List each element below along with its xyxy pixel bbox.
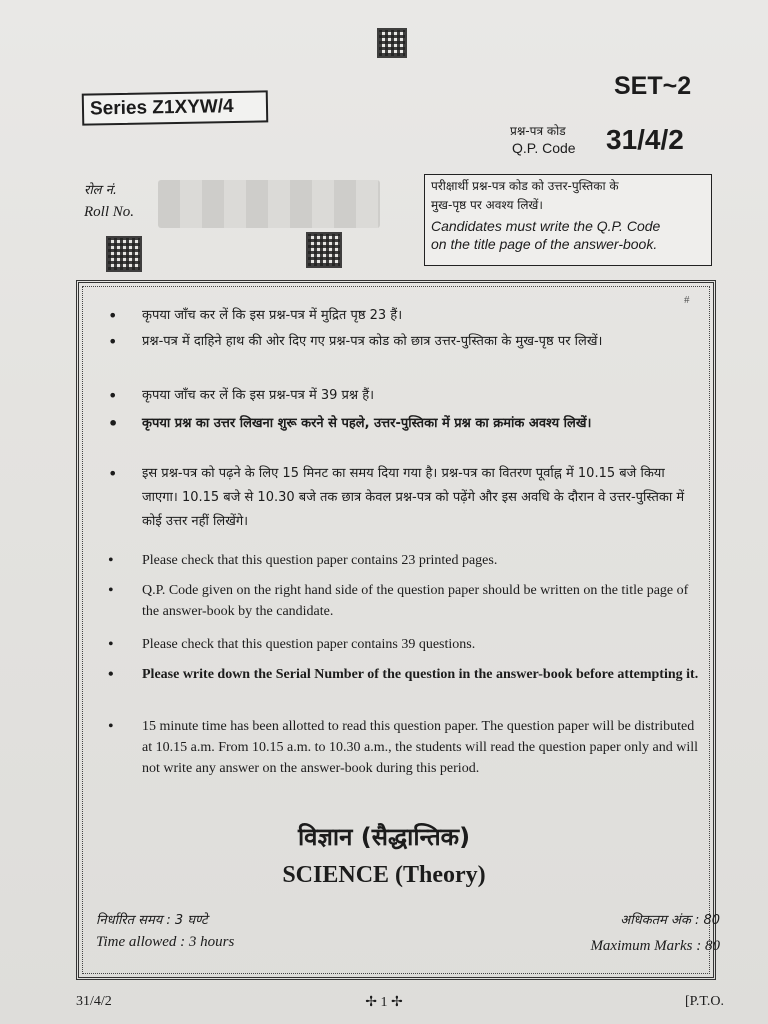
bullet: • <box>108 552 114 569</box>
bullet: • <box>108 414 119 433</box>
notice-hindi-line-2: मुख-पृष्ठ पर अवश्य लिखें। <box>431 198 543 212</box>
set-label: SET~2 <box>614 72 692 100</box>
instruction-hindi-5: • इस प्रश्न-पत्र को पढ़ने के लिए 15 मिनट का समय दिया गया है। प्रश्न-पत्र का वितरण पूर्वाह्न में 10.15 बजे किया जाएगा। 10.15 बजे से 10.30 बजे तक छात्र केवल प्रश्न-पत्र को पढ़ेंगे और इस अवधि के दौरान वे उत्तर-पुस्तिका में कोई उत्तर नहीं लिखेंगे। <box>108 464 685 529</box>
instruction-english-3: • Please check that this question paper contains 39 questions. <box>108 636 476 653</box>
roll-label-hindi: रोल नं. <box>84 183 117 198</box>
qp-code-value: 31/4/2 <box>606 124 684 155</box>
instruction-english-1: • Please check that this question paper contains 23 printed pages. <box>108 552 498 569</box>
bullet: • <box>108 464 118 483</box>
instruction-hindi-2: • प्रश्न-पत्र में दाहिने हाथ की ओर दिए गए प्रश्न-पत्र कोड को छात्र उत्तर-पुस्तिका के मुख-पृष्ठ पर लिखें। <box>142 330 702 354</box>
instruction-english-4: • Please write down the Serial Number of the question in the answer-book before attempting it. <box>108 666 699 683</box>
notice-english-line-2: on the title page of the answer-book. <box>431 236 658 252</box>
subject-title: SCIENCE (Theory) <box>282 862 486 888</box>
roll-number-field[interactable] <box>158 180 380 228</box>
bullet: • <box>108 666 114 683</box>
bullet: • <box>108 718 114 735</box>
left-qr-code <box>106 236 142 272</box>
qp-code-label: Q.P. Code <box>512 140 576 156</box>
max-marks: Maximum Marks : 80 <box>590 938 720 954</box>
bullet: • <box>108 636 114 653</box>
top-qr-code <box>377 28 407 58</box>
notice-english <box>431 217 707 253</box>
footer-qp-code: 31/4/2 <box>76 994 112 1009</box>
subject-title-hindi: विज्ञान (सैद्धान्तिक) <box>297 823 471 851</box>
instruction-english-5: • 15 minute time has been allotted to read this question paper. The question paper will be distributed at 10.15 a.m. From 10.15 a.m. to 10.30 a.m., the students will read the question paper only and will not write any answer on the answer-book during this period. <box>108 718 699 776</box>
time-allowed-hindi: निर्धारित समय : 3 घण्टे <box>96 913 208 928</box>
frame-mark: # <box>684 294 690 306</box>
notice-english-line-1: Candidates must write the Q.P. Code <box>431 218 661 234</box>
bullet: • <box>108 582 114 599</box>
bullet: • <box>108 332 118 351</box>
roll-label: Roll No. <box>84 204 135 220</box>
time-allowed: Time allowed : 3 hours <box>96 934 235 950</box>
notice-hindi <box>431 177 707 215</box>
notice-hindi-line-1: परीक्षार्थी प्रश्न-पत्र कोड को उत्तर-पुस्तिका के <box>431 179 619 193</box>
series-label: Series Z1XYW/4 <box>82 90 269 125</box>
qp-code-label-hindi: प्रश्न-पत्र कोड <box>510 124 566 138</box>
page-number: ✢ 1 ✢ <box>365 995 403 1010</box>
instruction-english-2: • Q.P. Code given on the right hand side of the question paper should be written on the title page of the answer-book by the candidate. <box>108 582 689 619</box>
max-marks-hindi: अधिकतम अंक : 80 <box>620 913 720 928</box>
bullet: • <box>108 306 118 325</box>
instruction-hindi-1: • कृपया जाँच कर लें कि इस प्रश्न-पत्र में मुद्रित पृष्ठ 23 हैं। <box>142 304 702 328</box>
bullet: • <box>108 386 118 405</box>
pto-label: [P.T.O. <box>684 994 724 1009</box>
center-qr-code <box>306 232 342 268</box>
instruction-hindi-4: • कृपया प्रश्न का उत्तर लिखना शुरू करने से पहले, उत्तर-पुस्तिका में प्रश्न का क्रमांक अवश्य लिखें। <box>142 412 702 436</box>
instruction-hindi-3: • कृपया जाँच कर लें कि इस प्रश्न-पत्र में 39 प्रश्न हैं। <box>142 384 702 408</box>
candidate-notice-box <box>424 174 712 266</box>
